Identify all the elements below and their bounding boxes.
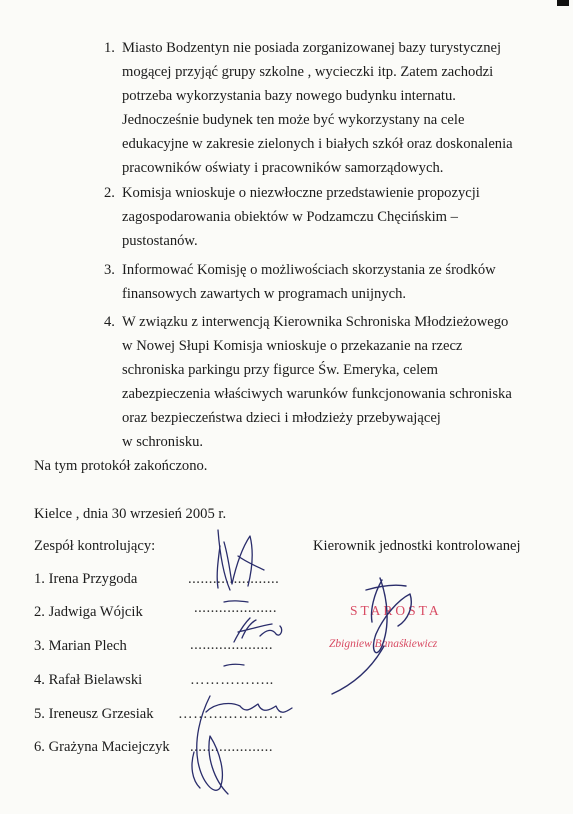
text-line: pustostanów. — [122, 233, 198, 249]
list-number: 3. — [104, 262, 115, 278]
text-line: Miasto Bodzentyn nie posiada zorganizowanej bazy turystycznej — [122, 40, 502, 56]
text-line: edukacyjne w zakresie zielonych i białych szkół oraz doskonalenia — [122, 136, 513, 152]
signature-dots: .................... — [190, 637, 273, 653]
member-name: 4. Rafał Bielawski — [34, 672, 143, 688]
scan-corner-mark — [557, 0, 569, 6]
stamp-title: STAROSTA — [350, 603, 442, 618]
list-number: 1. — [104, 40, 115, 56]
text-line: zabezpieczenia właściwych warunków funkcjonowania schroniska — [122, 386, 512, 402]
member-name: 6. Grażyna Maciejczyk — [34, 739, 170, 755]
signature-dots: …………….. — [190, 672, 274, 688]
signature-dots: ………………… — [178, 706, 284, 722]
member-name: 2. Jadwiga Wójcik — [34, 604, 143, 620]
text-line: zagospodarowania obiektów w Podzamczu Chęcińskim – — [122, 209, 458, 225]
closing-sentence: Na tym protokół zakończono. — [34, 458, 208, 474]
text-line: finansowych zawartych w programach unijnych. — [122, 286, 407, 302]
text-line: schroniska parkingu przy figurce Św. Emeryka, celem — [122, 362, 438, 378]
text-line: mogącej przyjąć grupy szkolne , wycieczki itp. Zatem zachodzi — [122, 64, 494, 80]
handwritten-signatures — [180, 526, 320, 814]
place-and-date: Kielce , dnia 30 wrzesień 2005 r. — [34, 506, 227, 522]
text-line: oraz bezpieczeństwa dzieci i młodzieży przebywającej — [122, 410, 441, 426]
text-line: potrzeba wykorzystania bazy nowego budynku internatu. — [122, 88, 456, 104]
text-line: pracowników oświaty i pracowników samorządowych. — [122, 160, 444, 176]
text-line: Informować Komisję o możliwościach skorzystania ze środków — [122, 262, 496, 278]
list-number: 4. — [104, 314, 115, 330]
text-line: W związku z interwencją Kierownika Schroniska Młodzieżowego — [122, 314, 509, 330]
member-name: 1. Irena Przygoda — [34, 571, 138, 587]
team-heading: Zespół kontrolujący: — [34, 538, 156, 554]
signature-dots: ...................... — [188, 571, 280, 587]
signature-dots: .................... — [190, 739, 273, 755]
head-of-unit-signature — [310, 560, 460, 710]
head-of-unit-heading: Kierownik jednostki kontrolowanej — [313, 538, 521, 554]
signature-dots: .................... — [194, 600, 277, 616]
text-line: Jednocześnie budynek ten może być wykorzystany na cele — [122, 112, 465, 128]
text-line: w Nowej Słupi Komisja wnioskuje o przekazanie na rzecz — [122, 338, 463, 354]
text-line: Komisja wnioskuje o niezwłoczne przedstawienie propozycji — [122, 185, 480, 201]
stamp-name: Zbigniew Banaśkiewicz — [329, 638, 438, 650]
member-name: 3. Marian Plech — [34, 638, 127, 654]
list-number: 2. — [104, 185, 115, 201]
text-line: w schronisku. — [122, 434, 204, 450]
member-name: 5. Ireneusz Grzesiak — [34, 706, 154, 722]
